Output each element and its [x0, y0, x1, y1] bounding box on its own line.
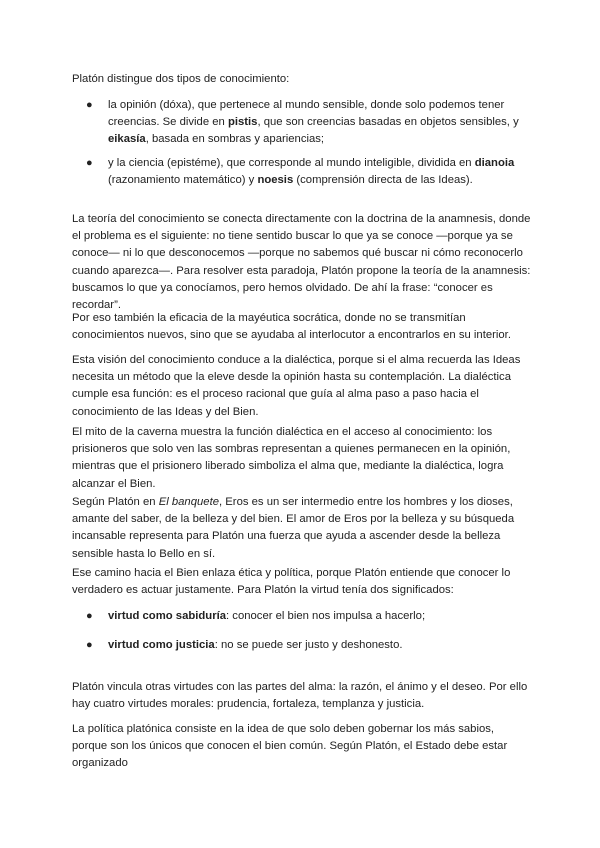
term-justicia: virtud como justicia	[108, 639, 215, 651]
list-item-justicia: ● virtud como justicia: no se puede ser justo y deshonesto.	[72, 637, 532, 654]
politica-paragraph: La política platónica consiste en la idea de que solo deben gobernar los más sabios, porque son los únicos que conocen el bien común. Según Platón, el Estado debe estar organizado	[72, 723, 508, 770]
term-dianoia: dianoia	[474, 157, 515, 169]
term-noesis: noesis	[257, 174, 294, 187]
banquete-paragraph: Según Platón en El banquete, Eros es un ser intermedio entre los hombres y los dioses, amante del saber, de la belleza y del bien. El amor de Eros por la belleza y su búsqueda incansable representa para Platón una fuerza que ayuda a ascender desde la belleza sensible hasta lo Bello en sí.	[72, 496, 515, 560]
etica-paragraph: Ese camino hacia el Bien enlaza ética y política, porque Platón entiende que conocer lo verdadero es actuar justamente. Para Platón la virtud tenía dos significados:	[72, 567, 511, 597]
list-item-episteme: ● y la ciencia (epistéme), que corresponde al mundo inteligible, dividida en dianoia (razonamiento matemático) y noesis (comprensión directa de las Ideas).	[86, 157, 515, 187]
term-pistis: pistis	[227, 116, 258, 129]
list-item-opinion: ● la opinión (dóxa), que pertenece al mundo sensible, donde solo podemos tener creencias. Se divide en pistis, que son creencias basadas en objetos sensibles, y eikasía, basada en sombras y apariencias;	[86, 99, 519, 146]
dialectica-paragraph: Esta visión del conocimiento conduce a la dialéctica, porque si el alma recuerda las Ideas necesita un método que la eleve desde la opinión hasta su contemplación. La dialéctica cumple esa función: es el proceso racional que guía al alma paso a paso hacia el conocimiento de las Ideas y del Bien.	[72, 354, 521, 418]
book-title: El banquete	[158, 496, 219, 508]
virtue-list	[72, 608, 532, 625]
mayeutica-paragraph: Por eso también la eficacia de la mayéutica socrática, donde no se transmitían conocimientos nuevos, sino que se ayudaba al interlocutor a encontrarlos en su interior.	[72, 312, 511, 342]
bullet-icon: ●	[86, 99, 93, 111]
bullet-icon: ●	[86, 157, 93, 169]
knowledge-types-list	[72, 97, 532, 149]
bullet-icon: ●	[86, 610, 93, 622]
knowledge-types-list-2	[72, 155, 532, 189]
term-eikasia: eikasía	[108, 133, 146, 146]
anamnesis-paragraph: La teoría del conocimiento se conecta directamente con la doctrina de la anamnesis, donde el problema es el siguiente: no tiene sentido buscar lo que ya se conoce —porque ya se conoce— ni lo que desconocemos —porque no sabemos qué buscar ni cómo reconocerlo cuando aparezca—. Para resolver esta paradoja, Platón propone la teoría de la anamnesis: buscamos lo que ya conocíamos, pero hemos olvidado. De ahí la frase: “conocer es recordar”.	[72, 213, 531, 312]
list-item-sabiduria: ● virtud como sabiduría: conocer el bien nos impulsa a hacerlo;	[72, 608, 532, 625]
caverna-paragraph: El mito de la caverna muestra la función dialéctica en el acceso al conocimiento: los prisioneros que solo ven las sombras representan a quienes permanecen en la opinión, mientras que el prisionero liberado simboliza el alma que, mediante la dialéctica, logra alcanzar el Bien.	[72, 426, 511, 490]
term-sabiduria: virtud como sabiduría	[108, 610, 227, 622]
virtudes-paragraph: Platón vincula otras virtudes con las partes del alma: la razón, el ánimo y el deseo. Por ello hay cuatro virtudes morales: prudencia, fortaleza, templanza y justicia.	[72, 681, 528, 711]
bullet-icon: ●	[86, 639, 93, 651]
virtue-list-2	[72, 637, 532, 654]
intro-paragraph: Platón distingue dos tipos de conocimiento:	[72, 73, 290, 85]
